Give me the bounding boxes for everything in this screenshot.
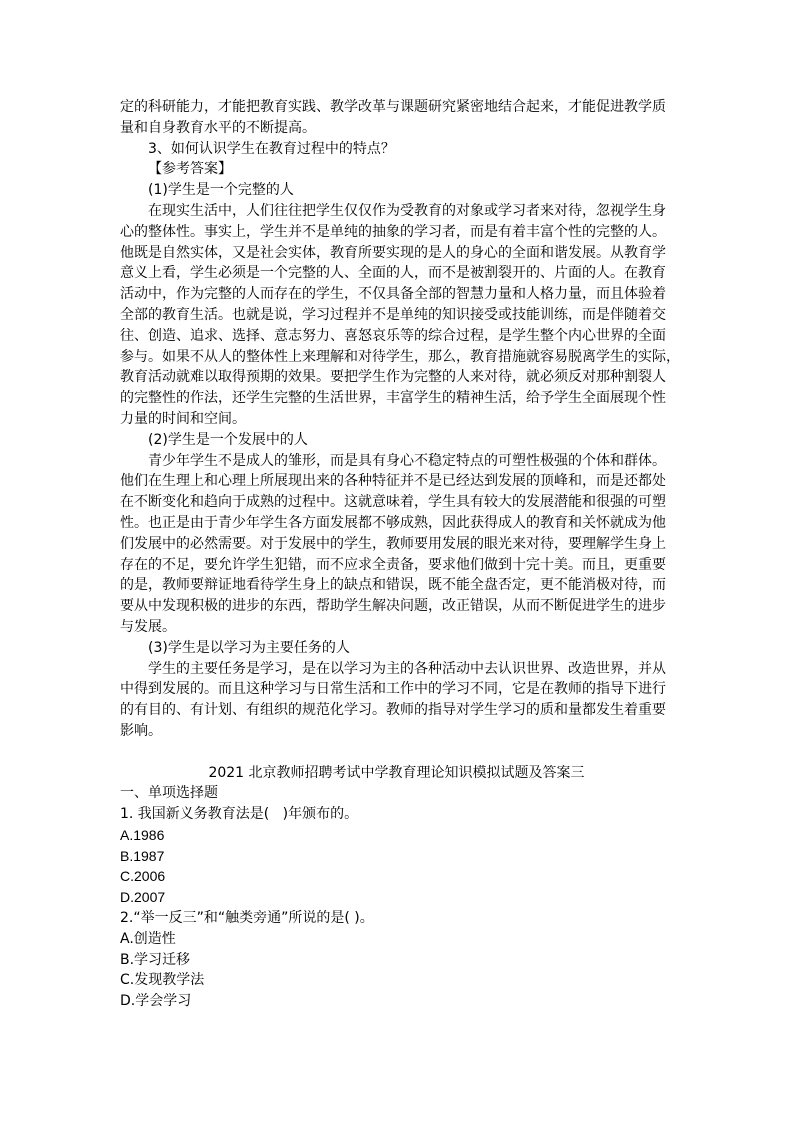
paragraph-line: 与发展。 (120, 618, 176, 635)
paragraph-line: 力量的时间和空间。 (120, 410, 246, 427)
paragraph-line: 活动中，作为完整的人而存在的学生，不仅具备全部的智慧力量和人格力量，而且体验着 (120, 286, 666, 303)
paragraph-line: 定的科研能力，才能把教育实践、教学改革与课题研究紧密地结合起来，才能促进教学质 (120, 99, 666, 115)
answer-option: D.学会学习 (120, 993, 192, 1010)
answer-option: B.学习迁移 (120, 951, 191, 968)
answer-option: B.1987 (120, 847, 165, 864)
paragraph-line: 意义上看，学生必须是一个完整的人、全面的人，而不是被割裂开的、片面的人。在教育 (120, 265, 666, 282)
document-body (120, 97, 680, 1012)
point-heading: (2)学生是一个发展中的人 (148, 431, 308, 448)
paragraph-line: 的完整性的作法，还学生完整的生活世界，丰富学生的精神生活，给予学生全面展现个性 (120, 390, 666, 407)
paragraph-line: 往、创造、追求、选择、意志努力、喜怒哀乐等的综合过程，是学生整个内心世界的全面 (120, 327, 666, 344)
question-stem: 1. 我国新义务教育法是( )年颁布的。 (120, 806, 359, 823)
paragraph-line: 全部的教育生活。也就是说，学习过程并不是单纯的知识接受或技能训练，而是伴随着交 (120, 306, 666, 323)
paragraph-line: 参与。如果不从人的整体性上来理解和对待学生，那么，教育措施就容易脱离学生的实际， (120, 348, 680, 365)
answer-option: A.创造性 (120, 930, 176, 947)
exam-title: 2021 北京教师招聘考试中学教育理论知识模拟试题及答案三 (208, 764, 585, 781)
question-stem: 2.“举一反三”和“触类旁通”所说的是( )。 (120, 910, 374, 927)
paragraph-line: 心的整体性。事实上，学生并不是单纯的抽象的学习者，而是有着丰富个性的完整的人。 (120, 223, 666, 240)
paragraph-line: 在现实生活中，人们往往把学生仅仅作为受教育的对象或学习者来对待，忽视学生身 (148, 202, 666, 219)
paragraph-line: 中得到发展的。而且这种学习与日常生活和工作中的学习不同，它是在教师的指导下进行 (120, 681, 666, 698)
answer-option: D.2007 (120, 889, 166, 906)
paragraph-line: 们发展中的必然需要。对于发展中的学生，教师要用发展的眼光来对待，要理解学生身上 (120, 535, 666, 552)
paragraph-line: 教育活动就难以取得预期的效果。要把学生作为完整的人来对待，就必须反对那种割裂人 (120, 369, 666, 386)
paragraph-line: 的有目的、有计划、有组织的规范化学习。教师的指导对学生学习的质和量都发生着重要 (120, 702, 666, 719)
point-heading: (1)学生是一个完整的人 (148, 182, 294, 199)
paragraph-line: 影响。 (120, 722, 162, 739)
paragraph-line: 的是，教师要辩证地看待学生身上的缺点和错误，既不能全盘否定，更不能消极对待，而 (120, 577, 666, 594)
answer-option: A.1986 (120, 826, 165, 843)
paragraph-line: 要从中发现积极的进步的东西，帮助学生解决问题，改正错误，从而不断促进学生的进步 (120, 598, 666, 615)
paragraph-line: 存在的不足，要允许学生犯错，而不应求全责备，要求他们做到十完十美。而且，更重要 (120, 556, 666, 573)
section-heading: 一、单项选择题 (120, 785, 218, 802)
blank-line (120, 742, 673, 763)
answer-label: 【参考答案】 (148, 161, 232, 178)
paragraph-line: 量和自身教育水平的不断提高。 (120, 119, 316, 136)
paragraph-line: 他既是自然实体，又是社会实体，教育所要实现的是人的身心的全面和谐发展。从教育学 (120, 244, 666, 261)
paragraph-line: 他们在生理上和心理上所展现出来的各种特征并不是已经达到发展的顶峰和，而是还都处 (120, 473, 666, 490)
answer-option: C.2006 (120, 868, 166, 885)
answer-option: C.发现教学法 (120, 972, 205, 989)
paragraph-line: 性。也正是由于青少年学生各方面发展都不够成熟，因此获得成人的教育和关怀就成为他 (120, 514, 666, 531)
point-heading: (3)学生是以学习为主要任务的人 (148, 639, 350, 656)
paragraph-line: 在不断变化和趋向于成熟的过程中。这就意味着，学生具有较大的发展潜能和很强的可塑 (120, 494, 666, 511)
paragraph-line: 青少年学生不是成人的雏形，而是具有身心不稳定特点的可塑性极强的个体和群体。 (148, 452, 666, 469)
question-heading: 3、如何认识学生在教育过程中的特点？ (148, 140, 395, 157)
paragraph-line: 学生的主要任务是学习，是在以学习为主的各种活动中去认识世界、改造世界，并从 (148, 660, 666, 677)
